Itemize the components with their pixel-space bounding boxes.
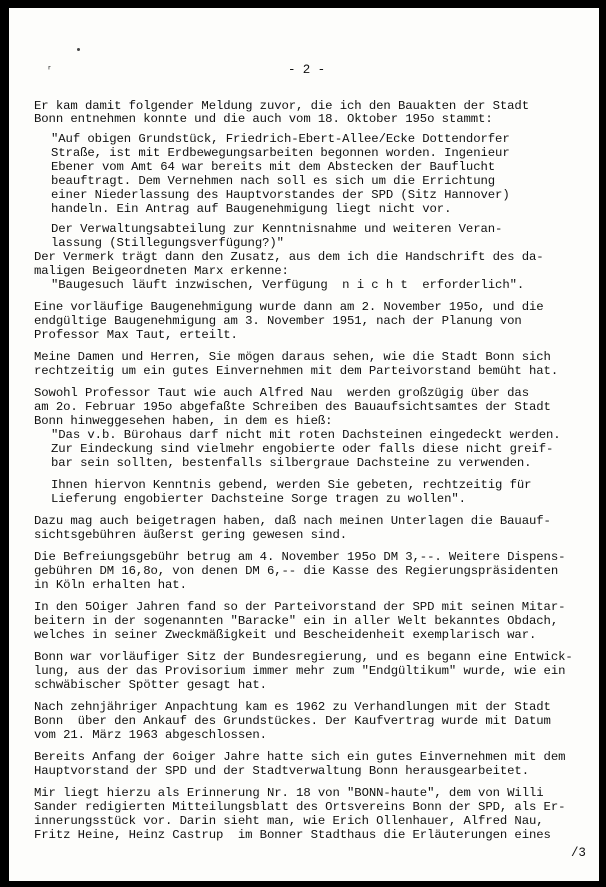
text-line: Dazu mag auch beigetragen haben, daß nach meinen Unterlagen die Bauauf-	[34, 514, 551, 528]
text-line: einer Niederlassung des Hauptvorstandes der SPD (Sitz Hannover)	[51, 188, 510, 202]
text-line: rechtzeitig um ein gutes Einvernehmen mit dem Parteivorstand bemüht hat.	[34, 364, 559, 378]
text-line: Bonn war vorläufiger Sitz der Bundesregierung, und es begann eine Entwick-	[34, 650, 573, 664]
text-line: gebühren DM 16,8o, von denen DM 6,-- die Kasse des Regierungspräsidenten	[34, 564, 559, 578]
text-line: innerungsstück vor. Darin sieht man, wie Erich Ollenhauer, Alfred Nau,	[34, 814, 544, 828]
text-line: Ebener vom Amt 64 war bereits mit dem Abstecken der Bauflucht	[51, 160, 496, 174]
text-line: schwäbischer Spötter gesagt hat.	[34, 678, 267, 692]
text-line: Er kam damit folgender Meldung zuvor, die ich den Bauakten der Stadt	[34, 99, 529, 113]
text-line: "Baugesuch läuft inzwischen, Verfügung n i c h t erforderlich".	[51, 278, 525, 292]
text-line: "Auf obigen Grundstück, Friedrich-Ebert-Allee/Ecke Dottendorfer	[51, 132, 510, 146]
text-line: Meine Damen und Herren, Sie mögen daraus sehen, wie die Stadt Bonn sich	[34, 350, 551, 364]
corner-mark: ʳ	[48, 63, 51, 76]
text-line: Mir liegt hierzu als Erinnerung Nr. 18 von "BONN-haute", dem von Willi	[34, 786, 544, 800]
text-line: Bonn hinweggesehen haben, in dem es hieß:	[34, 414, 333, 428]
text-line: Straße, ist mit Erdbewegungsarbeiten begonnen worden. Ingenieur	[51, 146, 510, 160]
text-line: Bonn über den Ankauf des Grundstückes. Der Kaufvertrag wurde mit Datum	[34, 714, 551, 728]
text-line: maligen Beigeordneten Marx erkenne:	[34, 264, 289, 278]
text-line: beauftragt. Dem Vernehmen nach soll es sich um die Errichtung	[51, 174, 496, 188]
text-line: sichtsgebühren äußerst gering gewesen sind.	[34, 528, 348, 542]
text-line: welches in seiner Zweckmäßigkeit und Bescheidenheit exemplarisch war.	[34, 628, 537, 642]
text-line: vom 21. März 1963 abgeschlossen.	[34, 728, 267, 742]
text-line: Sander redigierten Mitteilungsblatt des Ortsvereins Bonn der SPD, als Er-	[34, 800, 566, 814]
text-line: Der Vermerk trägt dann den Zusatz, aus dem ich die Handschrift des da-	[34, 250, 544, 264]
text-line: Professor Max Taut, erteilt.	[34, 328, 238, 342]
text-line: Hauptvorstand der SPD und der Stadtverwaltung Bonn herausgearbeitet.	[34, 764, 529, 778]
text-line: In den 5Oiger Jahren fand so der Parteivorstand der SPD mit seinen Mitar-	[34, 600, 566, 614]
text-line: Eine vorläufige Baugenehmigung wurde dann am 2. November 195o, und die	[34, 300, 544, 314]
text-line: Die Befreiungsgebühr betrug am 4. November 195o DM 3,--. Weitere Dispens-	[34, 550, 566, 564]
typewritten-letter-page	[9, 8, 599, 881]
text-line: Fritz Heine, Heinz Castrup im Bonner Stadthaus die Erläuterungen eines	[34, 828, 551, 842]
text-line: lung, aus der das Provisorium immer mehr zum "Endgültikum" wurde, wie ein	[34, 664, 566, 678]
text-line: Der Verwaltungsabteilung zur Kenntnisnahme und weiteren Veran-	[51, 222, 503, 236]
text-line: lassung (Stillegungsverfügung?)"	[51, 236, 284, 250]
text-line: in Köln erhalten hat.	[34, 578, 187, 592]
ink-dot	[77, 48, 80, 51]
text-line: Bereits Anfang der 6oiger Jahre hatte sich ein gutes Einvernehmen mit dem	[34, 750, 566, 764]
continuation-marker: /3	[571, 846, 586, 860]
page-number: - 2 -	[288, 63, 326, 77]
text-line: beitern in der sogenannten "Baracke" ein in aller Welt bekanntes Obdach,	[34, 614, 559, 628]
text-line: Ihnen hiervon Kenntnis gebend, werden Sie gebeten, rechtzeitig für	[51, 478, 532, 492]
text-line: handeln. Ein Antrag auf Baugenehmigung liegt nicht vor.	[51, 202, 452, 216]
text-line: Bonn entnehmen konnte und die auch vom 18. Oktober 195o stammt:	[34, 112, 493, 126]
text-line: Lieferung engobierter Dachsteine Sorge tragen zu wollen".	[51, 492, 466, 506]
text-line: endgültige Baugenehmigung am 3. November 1951, nach der Planung von	[34, 314, 522, 328]
text-line: Sowohl Professor Taut wie auch Alfred Nau werden großzügig über das	[34, 386, 529, 400]
text-line: Zur Eindeckung sind vielmehr engobierte oder falls diese nicht greif-	[51, 442, 554, 456]
text-line: "Das v.b. Bürohaus darf nicht mit roten Dachsteinen eingedeckt werden.	[51, 428, 561, 442]
text-line: bar sein sollten, bestenfalls silbergraue Dachsteine zu verwenden.	[51, 456, 532, 470]
text-line: Nach zehnjähriger Anpachtung kam es 1962 zu Verhandlungen mit der Stadt	[34, 700, 551, 714]
text-line: am 2o. Februar 195o abgefaßte Schreiben des Bauaufsichtsamtes der Stadt	[34, 400, 551, 414]
